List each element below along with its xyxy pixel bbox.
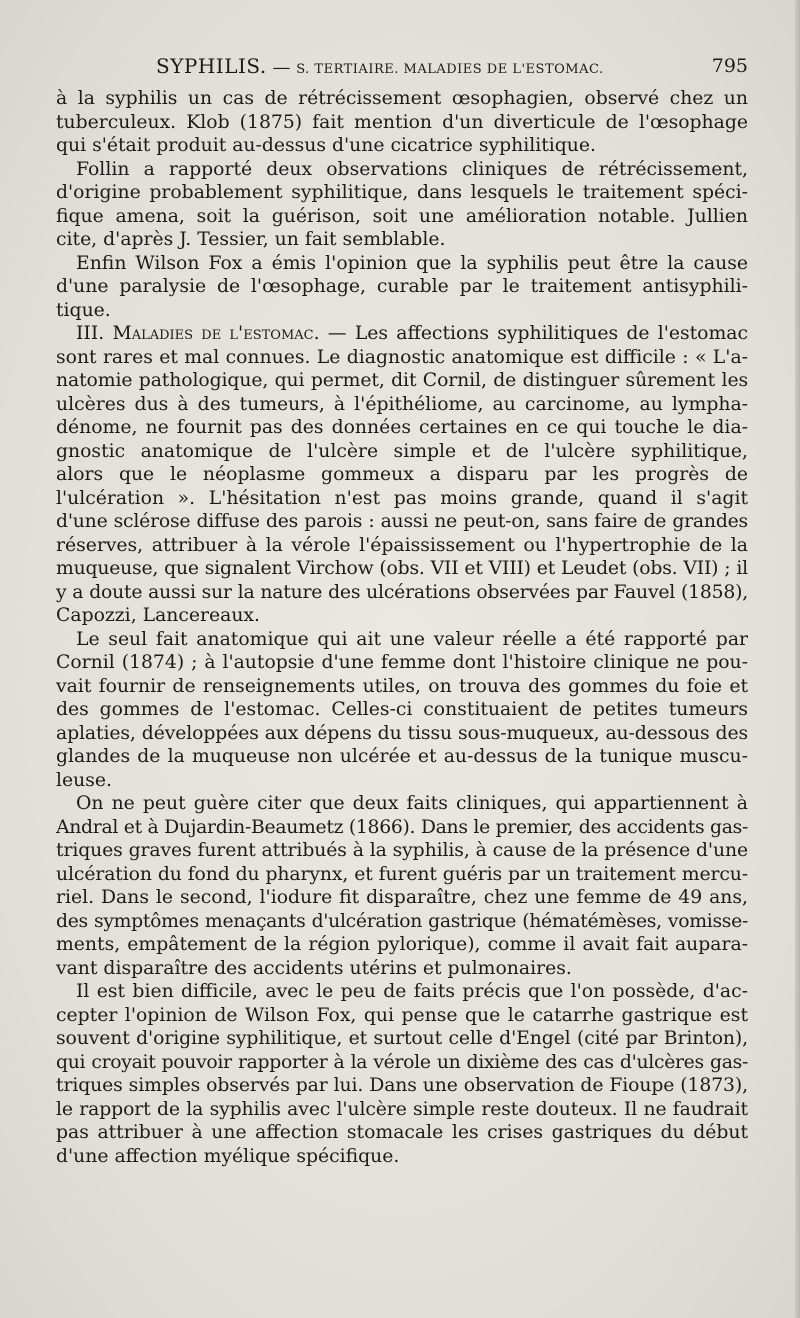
text-line: Il est bien difficile, avec le peu de faits précis que l'on possède, d'ac- <box>76 981 748 1002</box>
text-line: triques graves furent attribués à la syphilis, à cause de la présence d'une <box>56 840 748 861</box>
page-edge-shadow <box>795 0 800 1318</box>
text-line: aplaties, développées aux dépens du tissu sous-muqueux, au-dessous des <box>56 722 748 744</box>
text-line: sont rares et mal connues. Le diagnostic anatomique est difficile : « L'a- <box>56 346 748 368</box>
text-line: le rapport de la syphilis avec l'ulcère simple reste douteux. Il ne faudrait <box>56 1098 748 1120</box>
text-line: cite, d'après J. Tessier, un fait semblable. <box>56 229 446 250</box>
text-line: d'une sclérose diffuse des parois : aussi ne peut-on, sans faire de grandes <box>56 511 748 532</box>
text-line: à la syphilis un cas de rétrécissement œsophagien, observé chez un <box>56 88 748 109</box>
text-line: ulcères dus à des tumeurs, à l'épithéliome, au carcinome, au lympha- <box>56 393 748 415</box>
text-line: dénome, ne fournit pas des données certaines en ce qui touche le dia- <box>56 417 748 438</box>
text-line: d'origine probablement syphilitique, dans lesquels le traitement spéci- <box>56 182 748 203</box>
text-line: d'une paralysie de l'œsophage, curable par le traitement antisyphili- <box>56 276 748 297</box>
running-header <box>56 52 748 80</box>
page-number: 795 <box>711 55 748 77</box>
text-line: qui croyait pouvoir rapporter à la vérole un dixième des cas d'ulcères gas- <box>56 1051 748 1073</box>
text-line: pas attribuer à une affection stomacale les crises gastriques du début <box>56 1122 748 1143</box>
text-line: souvent d'origine syphilitique, et surtout celle d'Engel (cité par Brinton), <box>56 1028 748 1049</box>
text-line: réserves, attribuer à la vérole l'épaississement ou l'hypertrophie de la <box>56 534 748 556</box>
text-line: des symptômes menaçants d'ulcération gastrique (hématémèses, vomisse- <box>56 910 748 932</box>
text-line: vait fournir de renseignements utiles, on trouva des gommes du foie et <box>56 675 748 697</box>
text-line: gnostic anatomique de l'ulcère simple et de l'ulcère syphilitique, <box>56 440 748 462</box>
text-line: des gommes de l'estomac. Celles-ci constituaient de petites tumeurs <box>56 699 748 720</box>
section-heading: III. Maladies de l'estomac. <box>76 323 320 344</box>
text-line: tuberculeux. Klob (1875) fait mention d'un diverticule de l'œsophage <box>56 111 748 133</box>
text-line: ments, empâtement de la région pylorique), comme il avait fait aupara- <box>56 934 748 955</box>
text-line: alors que le néoplasme gommeux a disparu par les progrès de <box>56 464 748 485</box>
text-line: y a doute aussi sur la nature des ulcérations observées par Fauvel (1858), <box>56 581 748 603</box>
text-line: fique amena, soit la guérison, soit une amélioration notable. Jullien <box>56 205 748 227</box>
text-line: vant disparaître des accidents utérins et pulmonaires. <box>56 957 572 979</box>
text-line: tique. <box>56 299 111 321</box>
header-dash: — <box>272 57 291 78</box>
text-line: Andral et à Dujardin-Beaumetz (1866). Dans le premier, des accidents gas- <box>56 816 748 838</box>
text-line: d'une affection myélique spécifique. <box>56 1145 400 1167</box>
running-header-text <box>156 52 604 84</box>
text-line: triques simples observés par lui. Dans une observation de Fioupe (1873), <box>56 1075 748 1096</box>
text-line: leuse. <box>56 769 112 791</box>
text-line: Follin a rapporté deux observations cliniques de rétrécissement, <box>76 158 748 180</box>
text-line: muqueuse, que signalent Virchow (obs. VII et VIII) et Leudet (obs. VII) ; il <box>56 558 748 579</box>
text-line: l'ulcération ». L'hésitation n'est pas moins grande, quand il s'agit <box>56 487 748 509</box>
text-line: On ne peut guère citer que deux faits cliniques, qui appartiennent à <box>76 793 748 814</box>
text-line: riel. Dans le second, l'iodure fit disparaître, chez une femme de 49 ans, <box>56 887 748 908</box>
header-title: SYPHILIS. <box>156 54 267 78</box>
section-heading-rest: — Les affections syphilitiques de l'estomac <box>319 323 748 344</box>
text-line: Capozzi, Lancereaux. <box>56 605 260 626</box>
text-line <box>56 322 748 346</box>
text-line: Cornil (1874) ; à l'autopsie d'une femme dont l'histoire clinique ne pou- <box>56 652 748 673</box>
text-line: natomie pathologique, qui permet, dit Cornil, de distinguer sûrement les <box>56 370 748 391</box>
text-line: qui s'était produit au-dessus d'une cicatrice syphilitique. <box>56 135 596 156</box>
header-subtitle: S. TERTIAIRE. MALADIES DE L'ESTOMAC. <box>296 62 604 77</box>
text-line: ulcération du fond du pharynx, et furent guéris par un traitement mercu- <box>56 863 748 885</box>
body-text <box>56 87 748 1168</box>
text-line: glandes de la muqueuse non ulcérée et au-dessus de la tunique muscu- <box>56 746 748 767</box>
text-line: Enfin Wilson Fox a émis l'opinion que la syphilis peut être la cause <box>76 252 748 274</box>
text-line: cepter l'opinion de Wilson Fox, qui pense que le catarrhe gastrique est <box>56 1004 748 1026</box>
text-line: Le seul fait anatomique qui ait une valeur réelle a été rapporté par <box>76 628 748 650</box>
